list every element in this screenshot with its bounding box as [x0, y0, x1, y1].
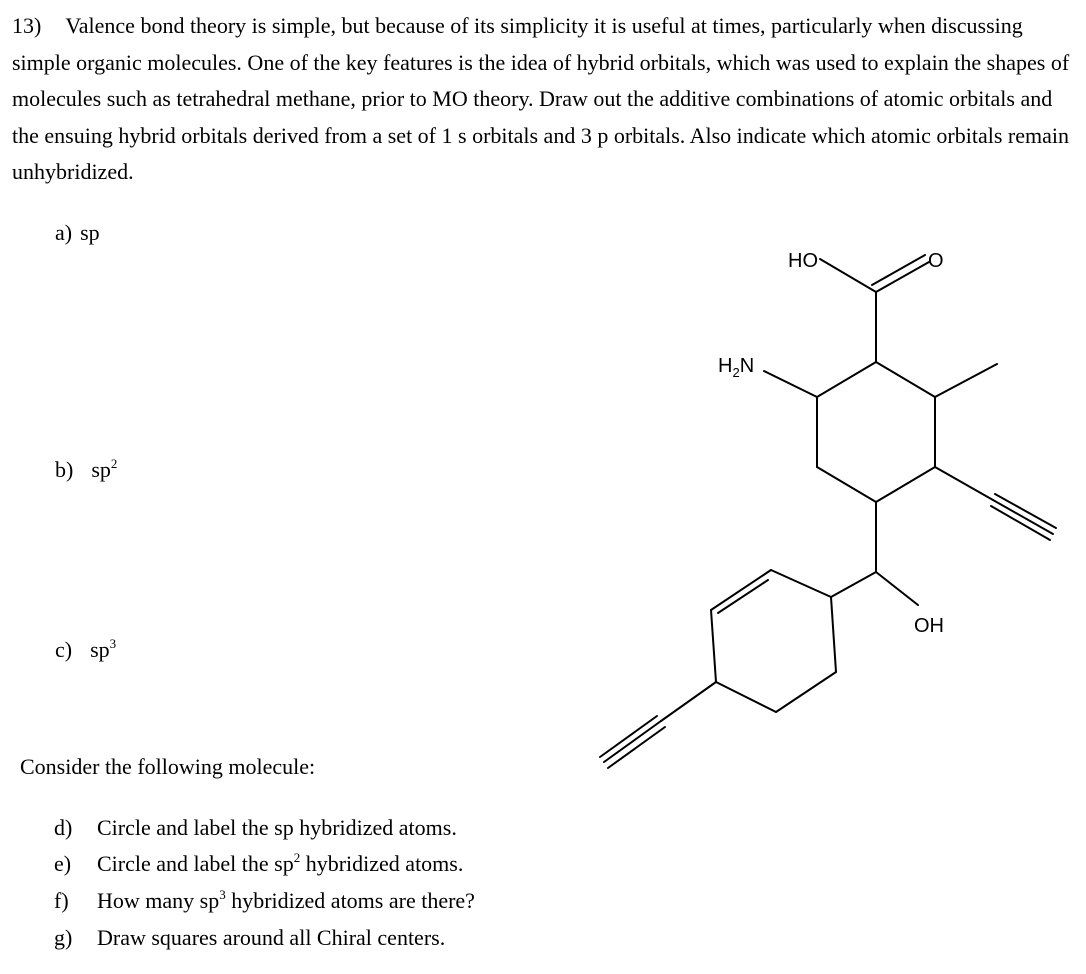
- task-g-text: Draw squares around all Chiral centers.: [97, 925, 446, 950]
- task-d-text: Circle and label the sp hybridized atoms.: [97, 815, 457, 840]
- task-e-label: e): [54, 851, 72, 876]
- bond: [876, 262, 929, 292]
- part-a-orbital: sp: [80, 220, 100, 245]
- bond: [604, 721, 661, 762]
- bond: [817, 467, 876, 502]
- task-f-label: f): [54, 888, 69, 913]
- part-b-superscript: 2: [110, 456, 118, 471]
- bond: [820, 259, 876, 292]
- part-b-orbital: sp: [91, 457, 111, 482]
- consider-text: Consider the following molecule:: [20, 754, 316, 779]
- double-bond-inner: [718, 580, 768, 613]
- bond: [872, 255, 925, 285]
- bond: [600, 716, 657, 757]
- bond: [935, 467, 993, 500]
- methyl-bond: [935, 364, 997, 397]
- bond: [711, 610, 716, 682]
- left-alkyne: [600, 682, 716, 768]
- bond: [993, 500, 1053, 534]
- part-a-label: a): [55, 220, 73, 245]
- task-d-label: d): [54, 815, 73, 840]
- task-e-superscript: 2: [293, 850, 301, 865]
- part-c-label: c): [55, 637, 73, 662]
- lower-ring: [711, 570, 836, 712]
- bond: [991, 506, 1050, 540]
- part-c-superscript: 3: [109, 636, 117, 651]
- bond: [817, 362, 876, 397]
- upper-ring: [817, 362, 935, 502]
- amine-bond: [764, 371, 817, 397]
- bond: [876, 467, 935, 502]
- bond: [995, 494, 1056, 528]
- atom-oh: OH: [914, 615, 944, 637]
- bond: [771, 570, 831, 597]
- part-b-label: b): [55, 457, 74, 482]
- atom-o: O: [928, 250, 944, 272]
- question-body: Valence bond theory is simple, but because of its simplicity it is useful at times, particularly when discussing simple organic molecules. One of the key features is the idea of hybrid orbitals, which was used to explain the shapes of molecules such as tetrahedral methane, prior to MO theory. Draw out the additive combinations of atomic orbitals and the ensuing hybrid orbitals derived from a set of 1 s orbitals and 3 p orbitals. Also indicate which atomic orbitals remain unhybridized.: [12, 13, 1070, 184]
- hydroxyl-bond: [876, 572, 918, 605]
- atom-amine: $H_2N$: [718, 355, 755, 380]
- task-f-superscript: 3: [219, 887, 226, 902]
- bond: [711, 570, 771, 610]
- right-alkyne: [935, 467, 1056, 540]
- bond: [716, 682, 776, 712]
- carboxylic-acid-group: [820, 255, 929, 362]
- bond: [608, 727, 665, 768]
- bond: [776, 672, 836, 712]
- bond: [831, 597, 836, 672]
- task-e: e) Circle and label the $sp^2$ hybridized atoms.: [54, 850, 464, 876]
- atom-ho: HO: [788, 250, 818, 272]
- task-g-label: g): [54, 925, 73, 950]
- part-c-orbital: sp: [90, 637, 110, 662]
- task-f-text: How many sp: [97, 888, 220, 913]
- question-number: 13): [12, 13, 42, 38]
- bond: [831, 572, 876, 597]
- task-f: f) How many $sp^3$ hybridized atoms are there?: [54, 887, 475, 913]
- task-e-text: Circle and label the sp: [97, 851, 294, 876]
- bond: [661, 682, 716, 721]
- bond: [876, 362, 935, 397]
